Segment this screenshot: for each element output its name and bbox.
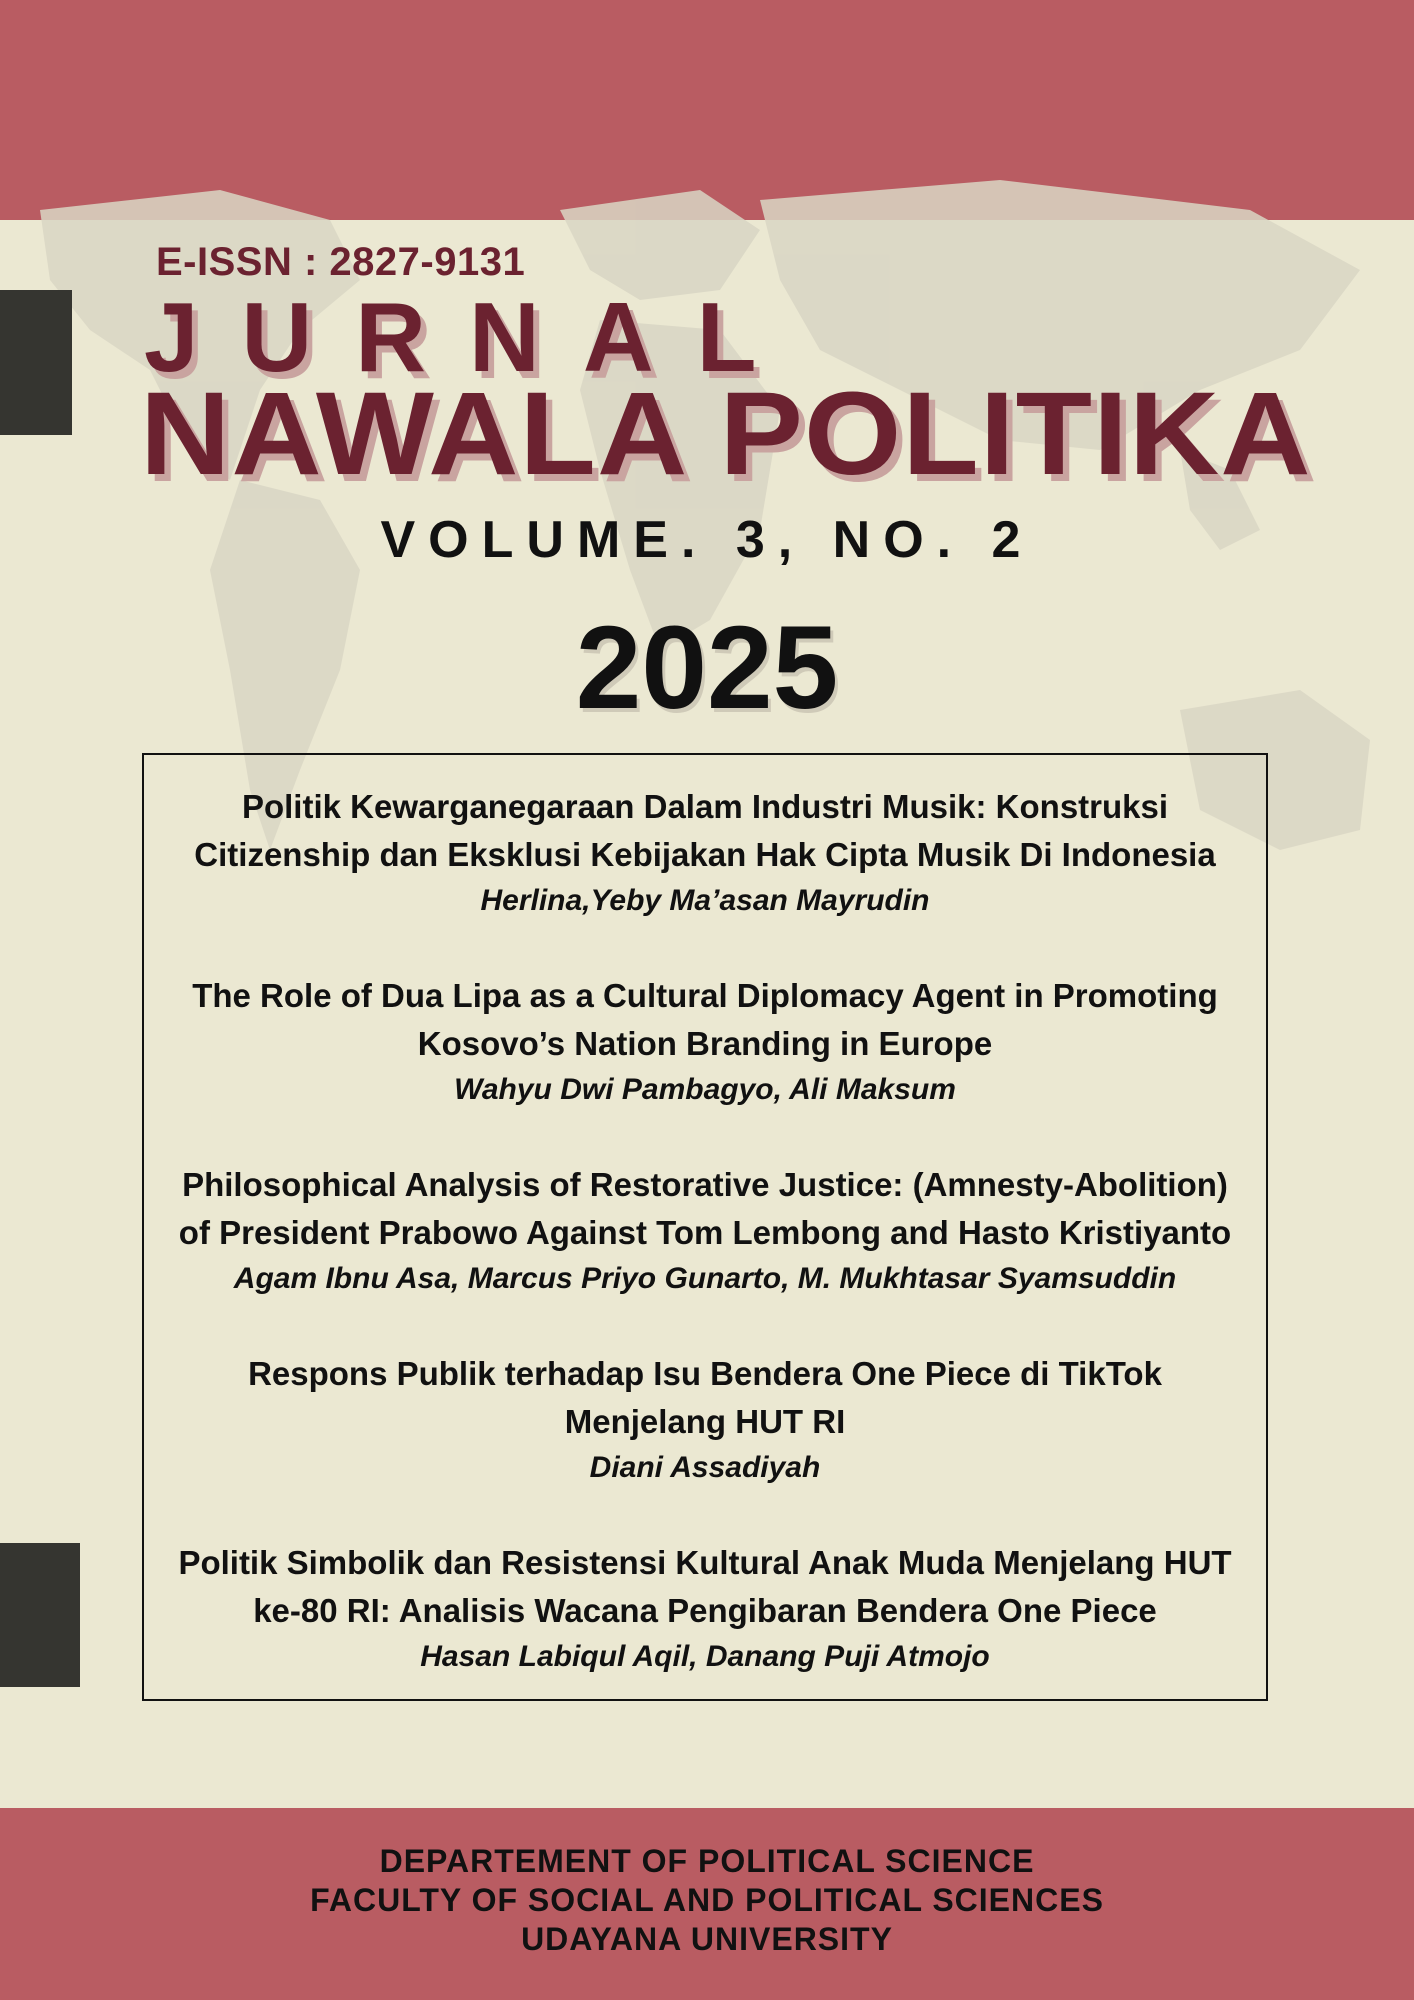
article-title-line: Kosovo’s Nation Branding in Europe: [417, 1025, 993, 1062]
side-tab-upper: [0, 290, 72, 435]
department-name: DEPARTEMENT OF POLITICAL SCIENCE: [379, 1843, 1035, 1879]
journal-word: JURNAL: [144, 282, 800, 392]
journal-name: NAWALA POLITIKA: [140, 368, 1312, 500]
article-title-line: of President Prabowo Against Tom Lembong and Hasto Kristiyanto: [178, 1214, 1232, 1251]
article-entry[interactable]: [144, 972, 1266, 1112]
publisher-footer: [0, 1842, 1414, 1959]
issn-number: E-ISSN : 2827-9131: [156, 240, 526, 284]
article-title-line: ke-80 RI: Analisis Wacana Pengibaran Bendera One Piece: [253, 1592, 1157, 1629]
article-authors: Agam Ibnu Asa, Marcus Priyo Gunarto, M. Mukhtasar Syamsuddin: [233, 1262, 1177, 1295]
article-title-line: Citizenship dan Eksklusi Kebijakan Hak Cipta Musik Di Indonesia: [194, 836, 1216, 873]
article-entry[interactable]: [144, 1161, 1266, 1301]
article-entry[interactable]: [144, 783, 1266, 923]
article-title-line: Philosophical Analysis of Restorative Justice: (Amnesty-Abolition): [182, 1166, 1228, 1203]
article-title-line: Respons Publik terhadap Isu Bendera One Piece di TikTok: [248, 1355, 1162, 1392]
table-of-contents: [142, 753, 1268, 1701]
article-entry[interactable]: [144, 1350, 1266, 1490]
article-title-line: Menjelang HUT RI: [564, 1403, 846, 1440]
volume-number: VOLUME. 3, NO. 2: [380, 511, 1034, 569]
article-title-line: Politik Simbolik dan Resistensi Kultural Anak Muda Menjelang HUT: [178, 1544, 1232, 1581]
faculty-name: FACULTY OF SOCIAL AND POLITICAL SCIENCES: [310, 1882, 1104, 1918]
side-tab-lower: [0, 1543, 80, 1687]
article-authors: Hasan Labiqul Aqil, Danang Puji Atmojo: [420, 1640, 990, 1673]
university-name: UDAYANA UNIVERSITY: [521, 1921, 893, 1957]
article-authors: Diani Assadiyah: [589, 1451, 821, 1484]
publication-year: 2025: [575, 602, 839, 734]
article-authors: Wahyu Dwi Pambagyo, Ali Maksum: [454, 1073, 956, 1106]
article-title-line: The Role of Dua Lipa as a Cultural Diplomacy Agent in Promoting: [192, 977, 1218, 1014]
article-entry[interactable]: [144, 1539, 1266, 1679]
article-title-line: Politik Kewarganegaraan Dalam Industri Musik: Konstruksi: [241, 788, 1169, 825]
article-authors: Herlina,Yeby Ma’asan Mayrudin: [480, 884, 930, 917]
